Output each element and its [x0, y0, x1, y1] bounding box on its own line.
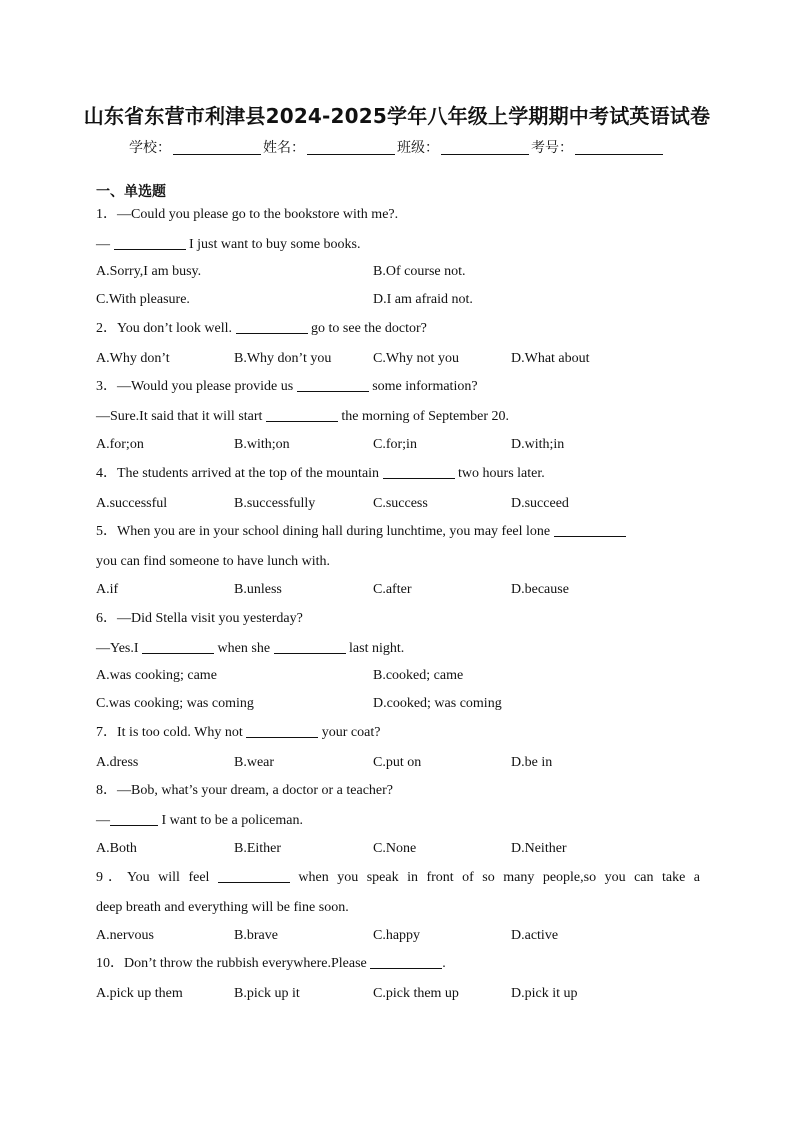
q10-option-a: A.pick up them	[96, 986, 183, 1001]
answer-blank[interactable]	[554, 523, 626, 537]
section-title: 一、单选题	[96, 184, 166, 200]
q9-option-b: B.brave	[234, 928, 278, 943]
answer-blank[interactable]	[274, 640, 346, 654]
q2-option-b: B.Why don’t you	[234, 351, 332, 366]
question-6-response: —Yes.I when she last night.	[96, 641, 405, 656]
exam-title: 山东省东营市利津县2024-2025学年八年级上学期期中考试英语试卷	[83, 104, 711, 128]
q9-option-c: C.happy	[373, 928, 421, 943]
answer-blank[interactable]	[236, 320, 308, 334]
q3-option-b: B.with;on	[234, 437, 290, 452]
question-3-response: —Sure.It said that it will start the morning of September 20.	[96, 409, 509, 424]
q6-option-a: A.was cooking; came	[96, 668, 217, 683]
question-1-response: — I just want to buy some books.	[96, 237, 361, 252]
q2-option-c: C.Why not you	[373, 351, 459, 366]
q5-option-a: A.if	[96, 582, 119, 597]
q7-option-b: B.wear	[234, 755, 275, 770]
q3-option-d: D.with;in	[511, 437, 565, 452]
question-5-stem-cont: you can find someone to have lunch with.	[96, 554, 331, 569]
q1-option-d: D.I am afraid not.	[373, 292, 473, 307]
answer-blank[interactable]	[110, 812, 158, 826]
q9-option-d: D.active	[511, 928, 559, 943]
q10-option-b: B.pick up it	[234, 986, 300, 1001]
class-field[interactable]	[441, 140, 529, 155]
q5-option-d: D.because	[511, 582, 569, 597]
name-field[interactable]	[307, 140, 395, 155]
q4-option-d: D.succeed	[511, 496, 569, 511]
q8-option-c: C.None	[373, 841, 417, 856]
question-6-stem: 6．—Did Stella visit you yesterday?	[96, 611, 303, 626]
q4-option-a: A.successful	[96, 496, 168, 511]
q2-option-a: A.Why don’t	[96, 351, 170, 366]
q5-option-c: C.after	[373, 582, 412, 597]
name-label: 姓名：	[263, 140, 305, 156]
question-10-stem: 10．Don’t throw the rubbish everywhere.Please .	[96, 956, 446, 971]
q1-option-c: C.With pleasure.	[96, 292, 190, 307]
q1-option-b: B.Of course not.	[373, 264, 466, 279]
q9-option-a: A.nervous	[96, 928, 154, 943]
q2-option-d: D.What about	[511, 351, 590, 366]
answer-blank[interactable]	[383, 465, 455, 479]
q8-option-b: B.Either	[234, 841, 282, 856]
q10-option-d: D.pick it up	[511, 986, 578, 1001]
school-label: 学校：	[129, 140, 171, 156]
question-9-stem-cont: deep breath and everything will be fine soon.	[96, 900, 349, 915]
q8-option-a: A.Both	[96, 841, 137, 856]
q10-option-c: C.pick them up	[373, 986, 459, 1001]
question-2-stem: 2．You don’t look well. go to see the doctor?	[96, 321, 427, 336]
question-1-stem: 1．—Could you please go to the bookstore with me?.	[96, 207, 399, 222]
q1-option-a: A.Sorry,I am busy.	[96, 264, 202, 279]
school-field[interactable]	[173, 140, 261, 155]
question-8-response: — I want to be a policeman.	[96, 813, 304, 828]
q7-option-a: A.dress	[96, 755, 139, 770]
q3-option-a: A.for;on	[96, 437, 144, 452]
student-info-line	[0, 137, 794, 157]
answer-blank[interactable]	[370, 955, 442, 969]
class-label: 班级：	[397, 140, 439, 156]
q4-option-b: B.successfully	[234, 496, 316, 511]
q4-option-c: C.success	[373, 496, 428, 511]
q7-option-d: D.be in	[511, 755, 553, 770]
q8-option-d: D.Neither	[511, 841, 567, 856]
answer-blank[interactable]	[114, 236, 186, 250]
id-label: 考号：	[531, 140, 573, 156]
answer-blank[interactable]	[246, 724, 318, 738]
question-8-stem: 8．—Bob, what’s your dream, a doctor or a teacher?	[96, 783, 394, 798]
answer-blank[interactable]	[218, 869, 290, 883]
id-field[interactable]	[575, 140, 663, 155]
answer-blank[interactable]	[142, 640, 214, 654]
question-3-stem: 3．—Would you please provide us some information?	[96, 379, 478, 394]
question-5-stem: 5．When you are in your school dining hall during lunchtime, you may feel lone	[96, 523, 626, 541]
q5-option-b: B.unless	[234, 582, 282, 597]
question-7-stem: 7．It is too cold. Why not your coat?	[96, 725, 381, 740]
q6-option-c: C.was cooking; was coming	[96, 696, 254, 711]
question-4-stem: 4．The students arrived at the top of the mountain two hours later.	[96, 466, 545, 481]
answer-blank[interactable]	[266, 408, 338, 422]
q6-option-d: D.cooked; was coming	[373, 696, 502, 711]
q6-option-b: B.cooked; came	[373, 668, 464, 683]
question-9-stem: 9．You will feel when you speak in front of so many people,so you can take a	[96, 870, 701, 885]
q3-option-c: C.for;in	[373, 437, 417, 452]
answer-blank[interactable]	[297, 378, 369, 392]
q7-option-c: C.put on	[373, 755, 422, 770]
